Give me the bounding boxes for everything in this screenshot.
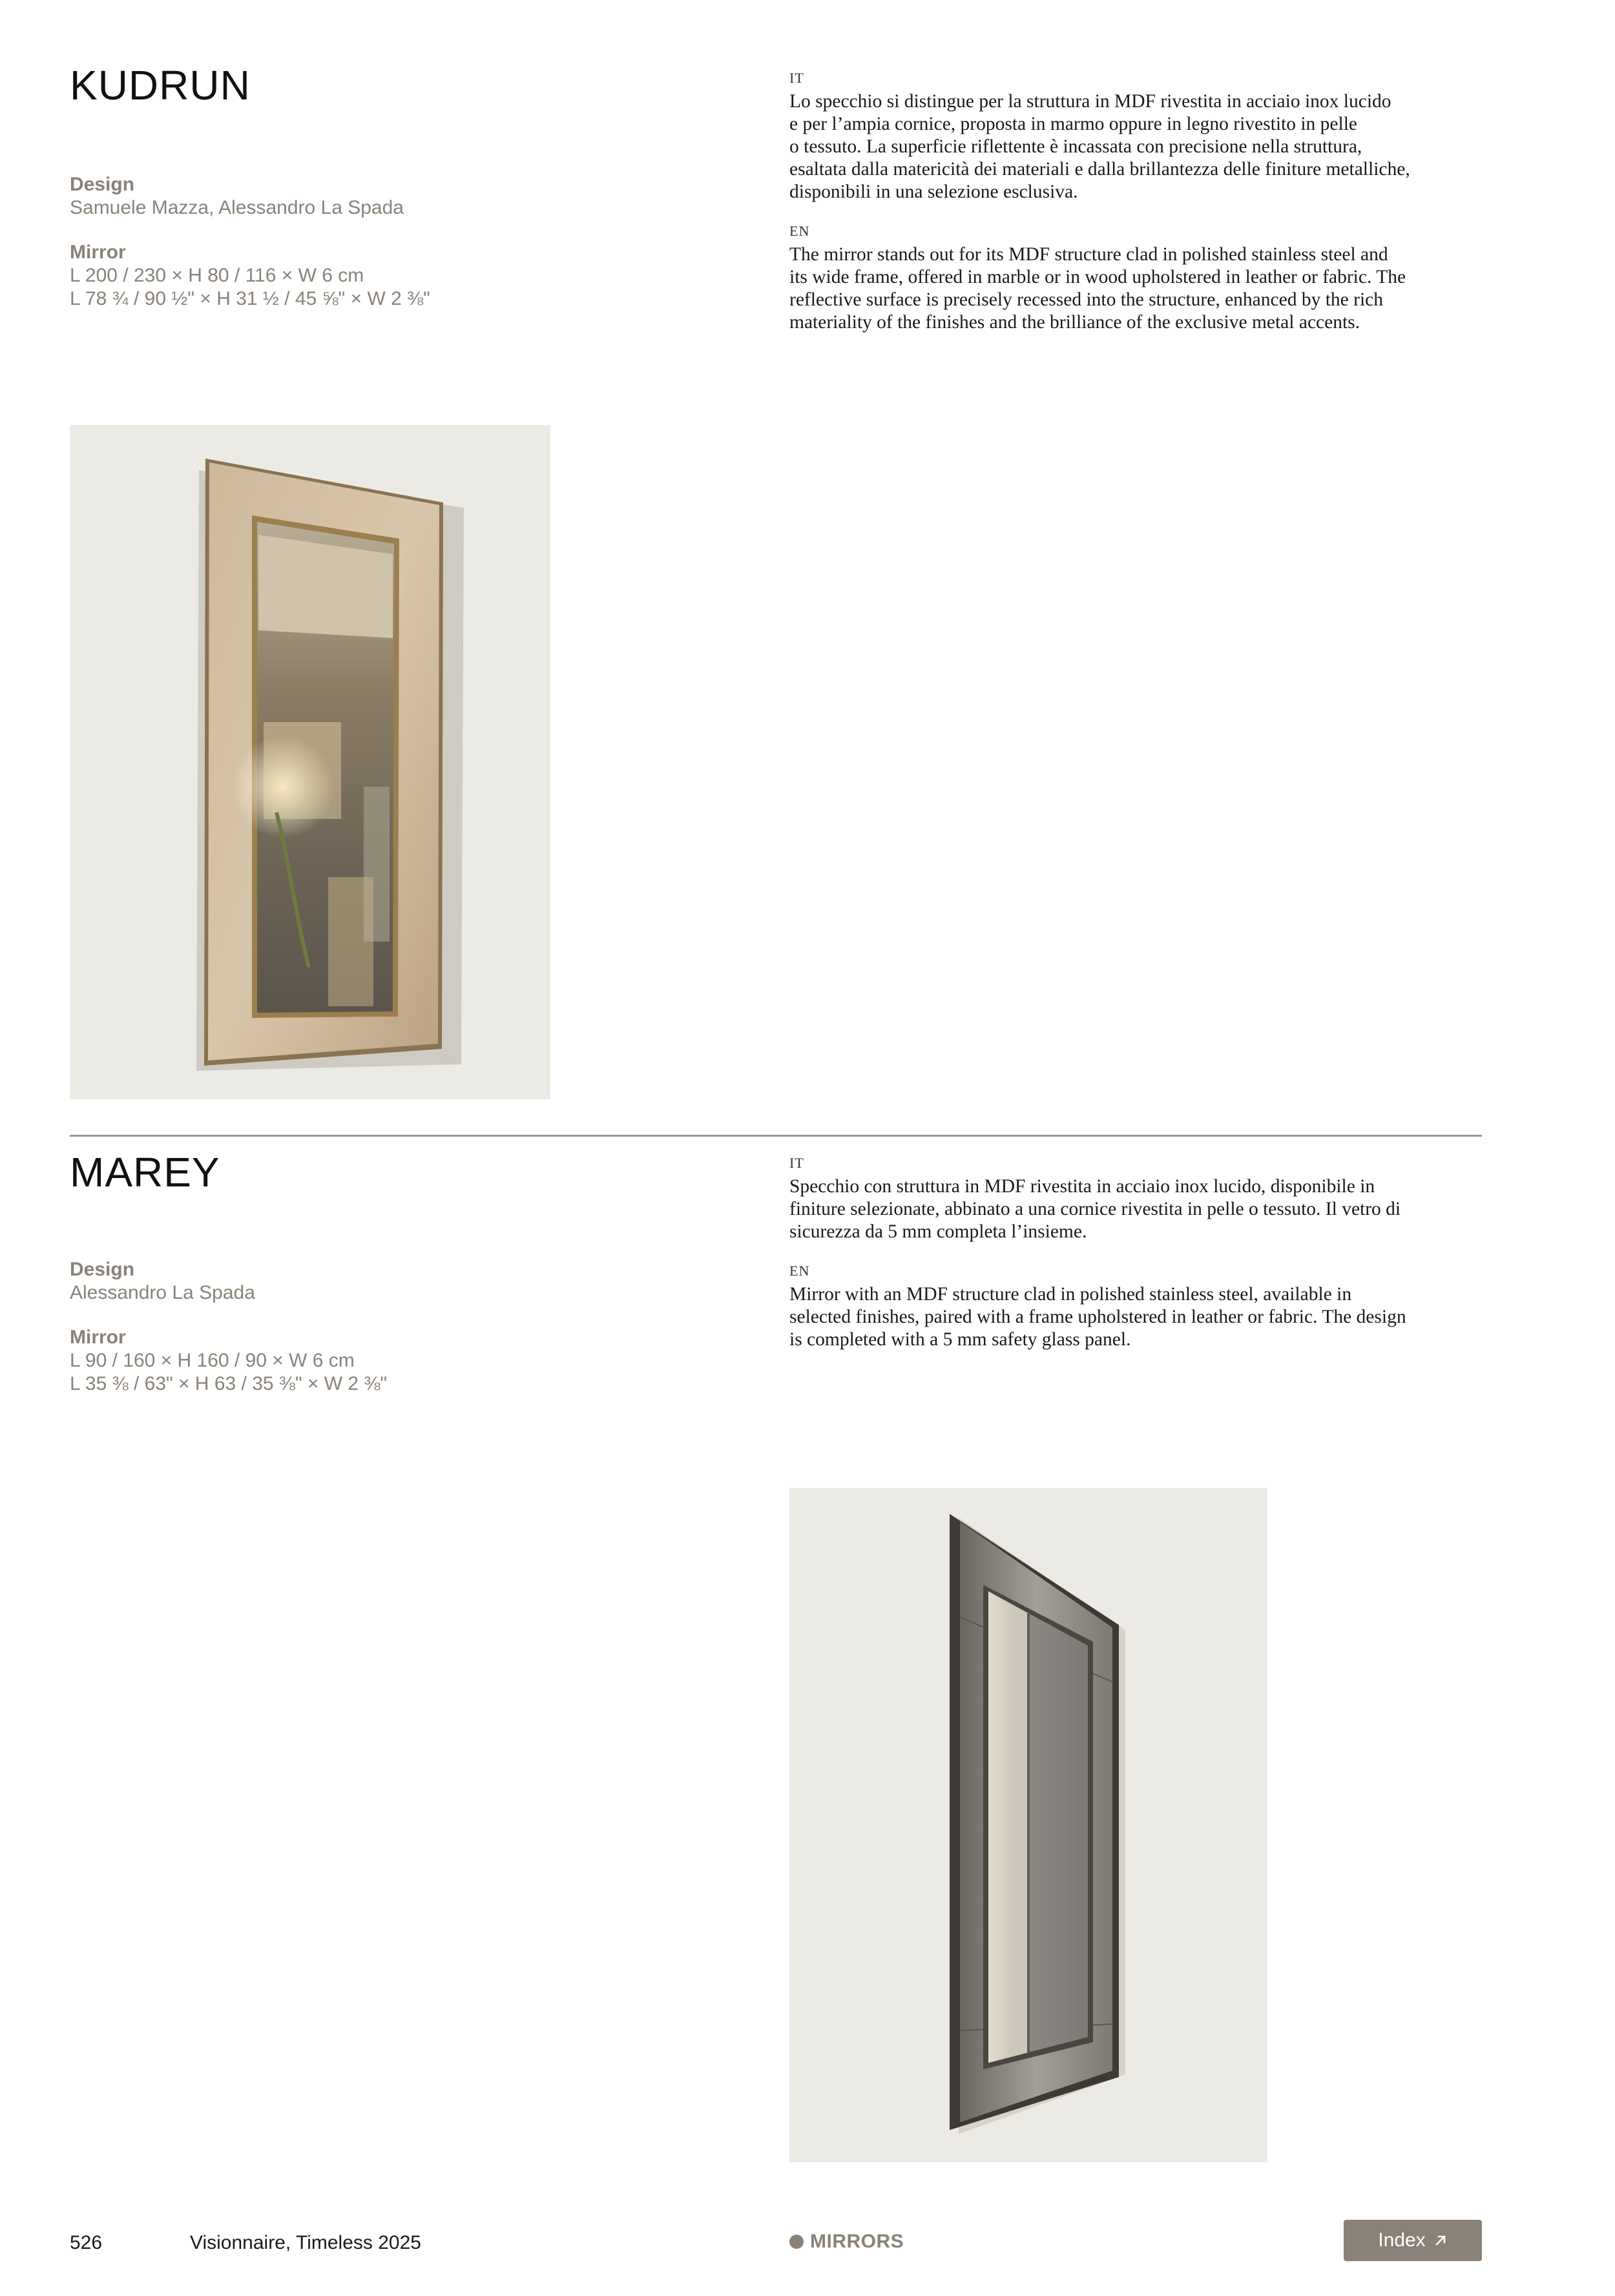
- description-it: Specchio con struttura in MDF rivestita in acciaio inox lucido, disponibile in finiture selezionate, abbinato a una cornice rivestita in pelle o tessuto. Il vetro di sicurezza da 5 mm completa l’insieme.: [789, 1176, 1401, 1242]
- designer-names: Alessandro La Spada: [70, 1282, 255, 1303]
- arrow-up-right-icon: [1433, 2233, 1448, 2248]
- design-label: Design: [70, 174, 135, 195]
- description-it: Lo specchio si distingue per la struttura in MDF rivestita in acciaio inox lucido e per l’ampia cornice, proposta in marmo oppure in legno rivestito in pelle o tessuto. La superficie riflettente è incassata con precisione nella struttura, esaltata dalla matericità dei materiali e dalla brillantezza delle finiture metalliche, disponibili in una selezione esclusiva.: [789, 91, 1410, 202]
- section-indicator[interactable]: [789, 2231, 904, 2253]
- lang-label-en: EN: [789, 1263, 810, 1279]
- index-button-label: Index: [1378, 2229, 1426, 2251]
- description-en: Mirror with an MDF structure clad in polished stainless steel, available in selected finishes, paired with a frame upholstered in leather or fabric. The design is completed with a 5 mm safety glass panel.: [789, 1284, 1406, 1350]
- description-en: The mirror stands out for its MDF structure clad in polished stainless steel and its wide frame, offered in marble or in wood upholstered in leather or fabric. The reflective surface is precisely recessed into the structure, enhanced by the rich materiality of the finishes and the brilliance of the exclusive metal accents.: [789, 244, 1406, 333]
- marey-description: [789, 1156, 1487, 1351]
- section-dot-icon: [789, 2235, 804, 2249]
- marey-specs: [70, 1258, 716, 1395]
- section-label: MIRRORS: [810, 2231, 904, 2252]
- design-label: Design: [70, 1259, 135, 1280]
- dimensions-metric: L 90 / 160 × H 160 / 90 × W 6 cm: [70, 1350, 355, 1372]
- kudrun-product-photo: [70, 425, 550, 1099]
- designer-names: Samuele Mazza, Alessandro La Spada: [70, 197, 404, 218]
- item-type-label: Mirror: [70, 1327, 126, 1349]
- lang-label-en: EN: [789, 223, 810, 239]
- marey-product-photo: [789, 1488, 1267, 2162]
- dimensions-imperial: L 35 ⅜ / 63" × H 63 / 35 ⅜" × W 2 ⅜": [70, 1372, 388, 1394]
- kudrun-specs: [70, 173, 716, 310]
- page-number: 526: [70, 2232, 103, 2253]
- product-title-marey: MAREY: [70, 1149, 220, 1195]
- dimensions-imperial: L 78 ¾ / 90 ½" × H 31 ½ / 45 ⅝" × W 2 ⅜": [70, 287, 430, 309]
- kudrun-description: [789, 71, 1487, 334]
- item-type-label: Mirror: [70, 242, 126, 264]
- lang-label-it: IT: [789, 1155, 804, 1171]
- publication-title: Visionnaire, Timeless 2025: [190, 2232, 421, 2253]
- kudrun-mirror-illustration: [70, 425, 550, 1099]
- product-title-kudrun: KUDRUN: [70, 62, 251, 109]
- lang-label-it: IT: [789, 70, 804, 86]
- index-button[interactable]: [1344, 2220, 1482, 2261]
- marey-mirror-illustration: [789, 1488, 1267, 2162]
- dimensions-metric: L 200 / 230 × H 80 / 116 × W 6 cm: [70, 265, 364, 287]
- section-divider: [70, 1135, 1482, 1137]
